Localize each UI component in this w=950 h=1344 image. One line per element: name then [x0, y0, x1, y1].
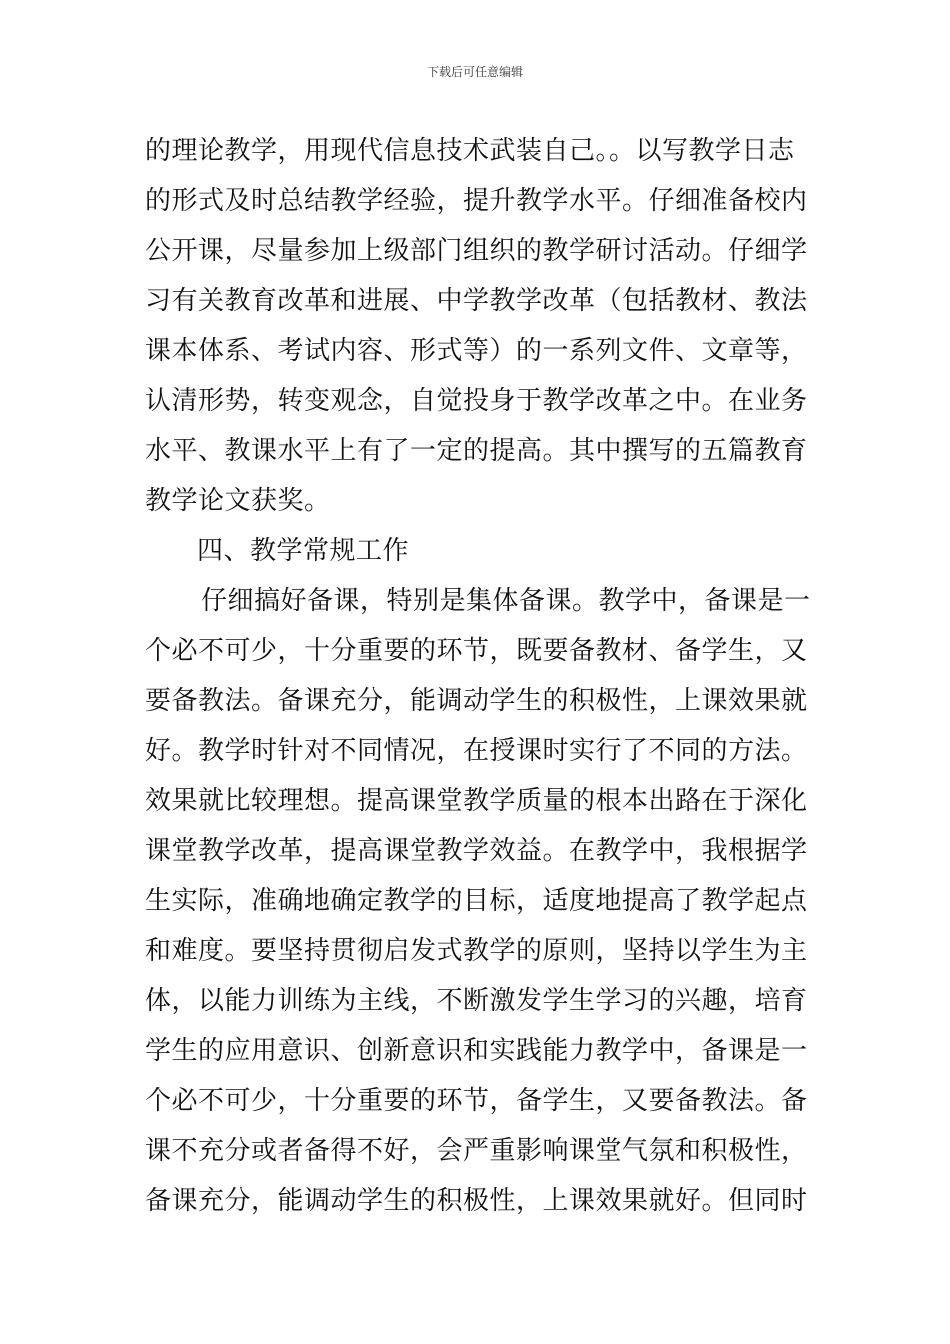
text-line: 仔细搞好备课，特别是集体备课。教学中，备课是一: [201, 586, 811, 616]
text-line: 水平、教课水平上有了一定的提高。其中撰写的五篇教育: [145, 436, 808, 466]
text-line: 课不充分或者备得不好，会严重影响课堂气氛和积极性，: [145, 1136, 808, 1166]
text-line: 的形式及时总结教学经验，提升教学水平。仔细准备校内: [145, 186, 808, 216]
text-line: 生实际，准确地确定教学的目标，适度地提高了教学起点: [145, 886, 808, 916]
text-line: 公开课，尽量参加上级部门组织的教学研讨活动。仔细学: [145, 236, 808, 266]
text-line: 的理论教学，用现代信息技术武装自己。。以写教学日志: [145, 136, 795, 166]
text-line: 个必不可少，十分重要的环节，既要备教材、备学生，又: [145, 636, 808, 666]
text-line: 教学论文获奖。: [145, 486, 331, 516]
text-line: 好。教学时针对不同情况，在授课时实行了不同的方法。: [145, 736, 808, 766]
text-line: 学生的应用意识、创新意识和实践能力教学中，备课是一: [145, 1036, 808, 1066]
document-body: [145, 126, 810, 1226]
text-line: 课堂教学改革，提高课堂教学效益。在教学中，我根据学: [145, 836, 808, 866]
text-line: 效果就比较理想。提高课堂教学质量的根本出路在于深化: [145, 786, 808, 816]
text-line: 课本体系、考试内容、形式等）的一系列文件、文章等，: [145, 336, 808, 366]
text-line: 备课充分，能调动学生的积极性，上课效果就好。但同时: [145, 1186, 808, 1216]
text-line: 个必不可少，十分重要的环节，备学生，又要备教法。备: [145, 1086, 808, 1116]
text-line: 和难度。要坚持贯彻启发式教学的原则，坚持以学生为主: [145, 936, 808, 966]
text-line: 认清形势，转变观念，自觉投身于教学改革之中。在业务: [145, 386, 808, 416]
page-header: 下载后可任意编辑: [426, 65, 523, 79]
section-heading: 四、教学常规工作: [197, 536, 410, 566]
text-line: 习有关教育改革和进展、中学教学改革（包括教材、教法: [145, 286, 808, 316]
text-line: 体，以能力训练为主线，不断激发学生学习的兴趣，培育: [145, 986, 808, 1016]
text-line: 要备教法。备课充分，能调动学生的积极性，上课效果就: [145, 686, 808, 716]
